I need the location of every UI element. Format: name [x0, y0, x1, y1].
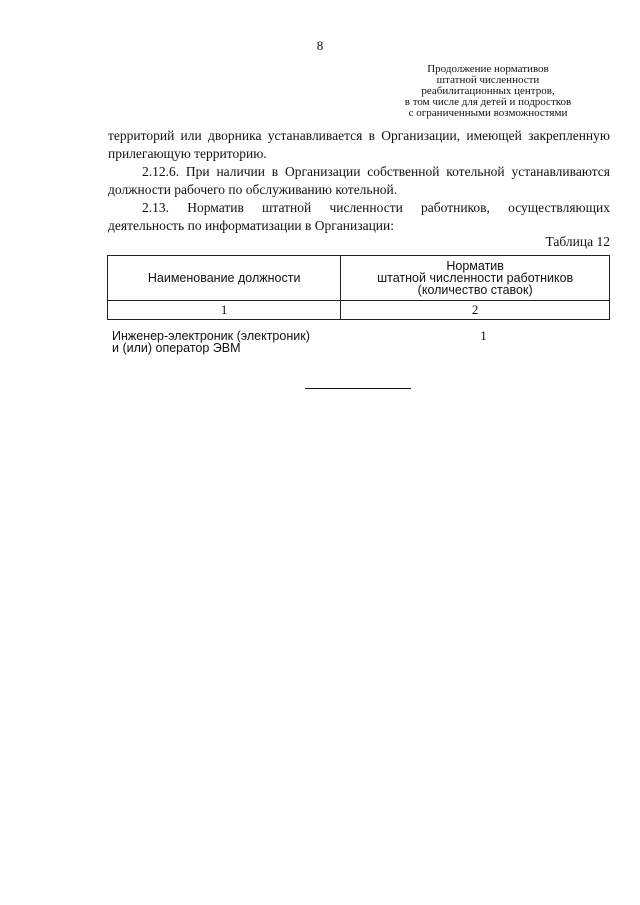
table-header-row — [108, 256, 610, 301]
running-header-line: в том числе для детей и подростков — [404, 96, 572, 108]
header-staff-norm — [341, 256, 610, 301]
column-number-row — [108, 301, 610, 320]
paragraph-2-12-6: 2.12.6. При наличии в Организации собственной котельной устанавливаются должности рабочего по обслуживанию котельной. — [108, 164, 610, 197]
page-number: 8 — [316, 38, 324, 53]
column-number: 1 — [108, 301, 341, 320]
running-header-line: Продолжение нормативов — [427, 63, 549, 75]
running-header-line: штатной численности — [436, 74, 540, 86]
header-position-name: Наименование должности — [108, 256, 341, 301]
column-number: 2 — [341, 301, 610, 320]
table-label: Таблица 12 — [545, 234, 610, 249]
running-header-line: с ограниченными возможностями — [408, 107, 568, 119]
running-header — [368, 64, 608, 119]
end-rule — [305, 388, 411, 389]
paragraph-2-13: 2.13. Норматив штатной численности работников, осуществляющих деятельность по информатизации в Организации: — [108, 200, 610, 233]
row-staff-value: 1 — [480, 328, 487, 343]
header-staff-norm-line: штатной численности работников — [377, 271, 574, 285]
paragraph-continuation: территорий или дворника устанавливается в Организации, имеющей закрепленную прилегающую территорию. — [108, 128, 610, 161]
header-staff-norm-line: (количество ставок) — [417, 283, 533, 297]
row-position-name — [112, 330, 352, 354]
row-position-name-line: Инженер-электроник (электроник) — [112, 329, 310, 343]
header-staff-norm-line: Норматив — [446, 259, 504, 273]
running-header-line: реабилитационных центров, — [421, 85, 555, 97]
row-position-name-line: и (или) оператор ЭВМ — [112, 341, 241, 355]
norm-table — [107, 255, 610, 320]
